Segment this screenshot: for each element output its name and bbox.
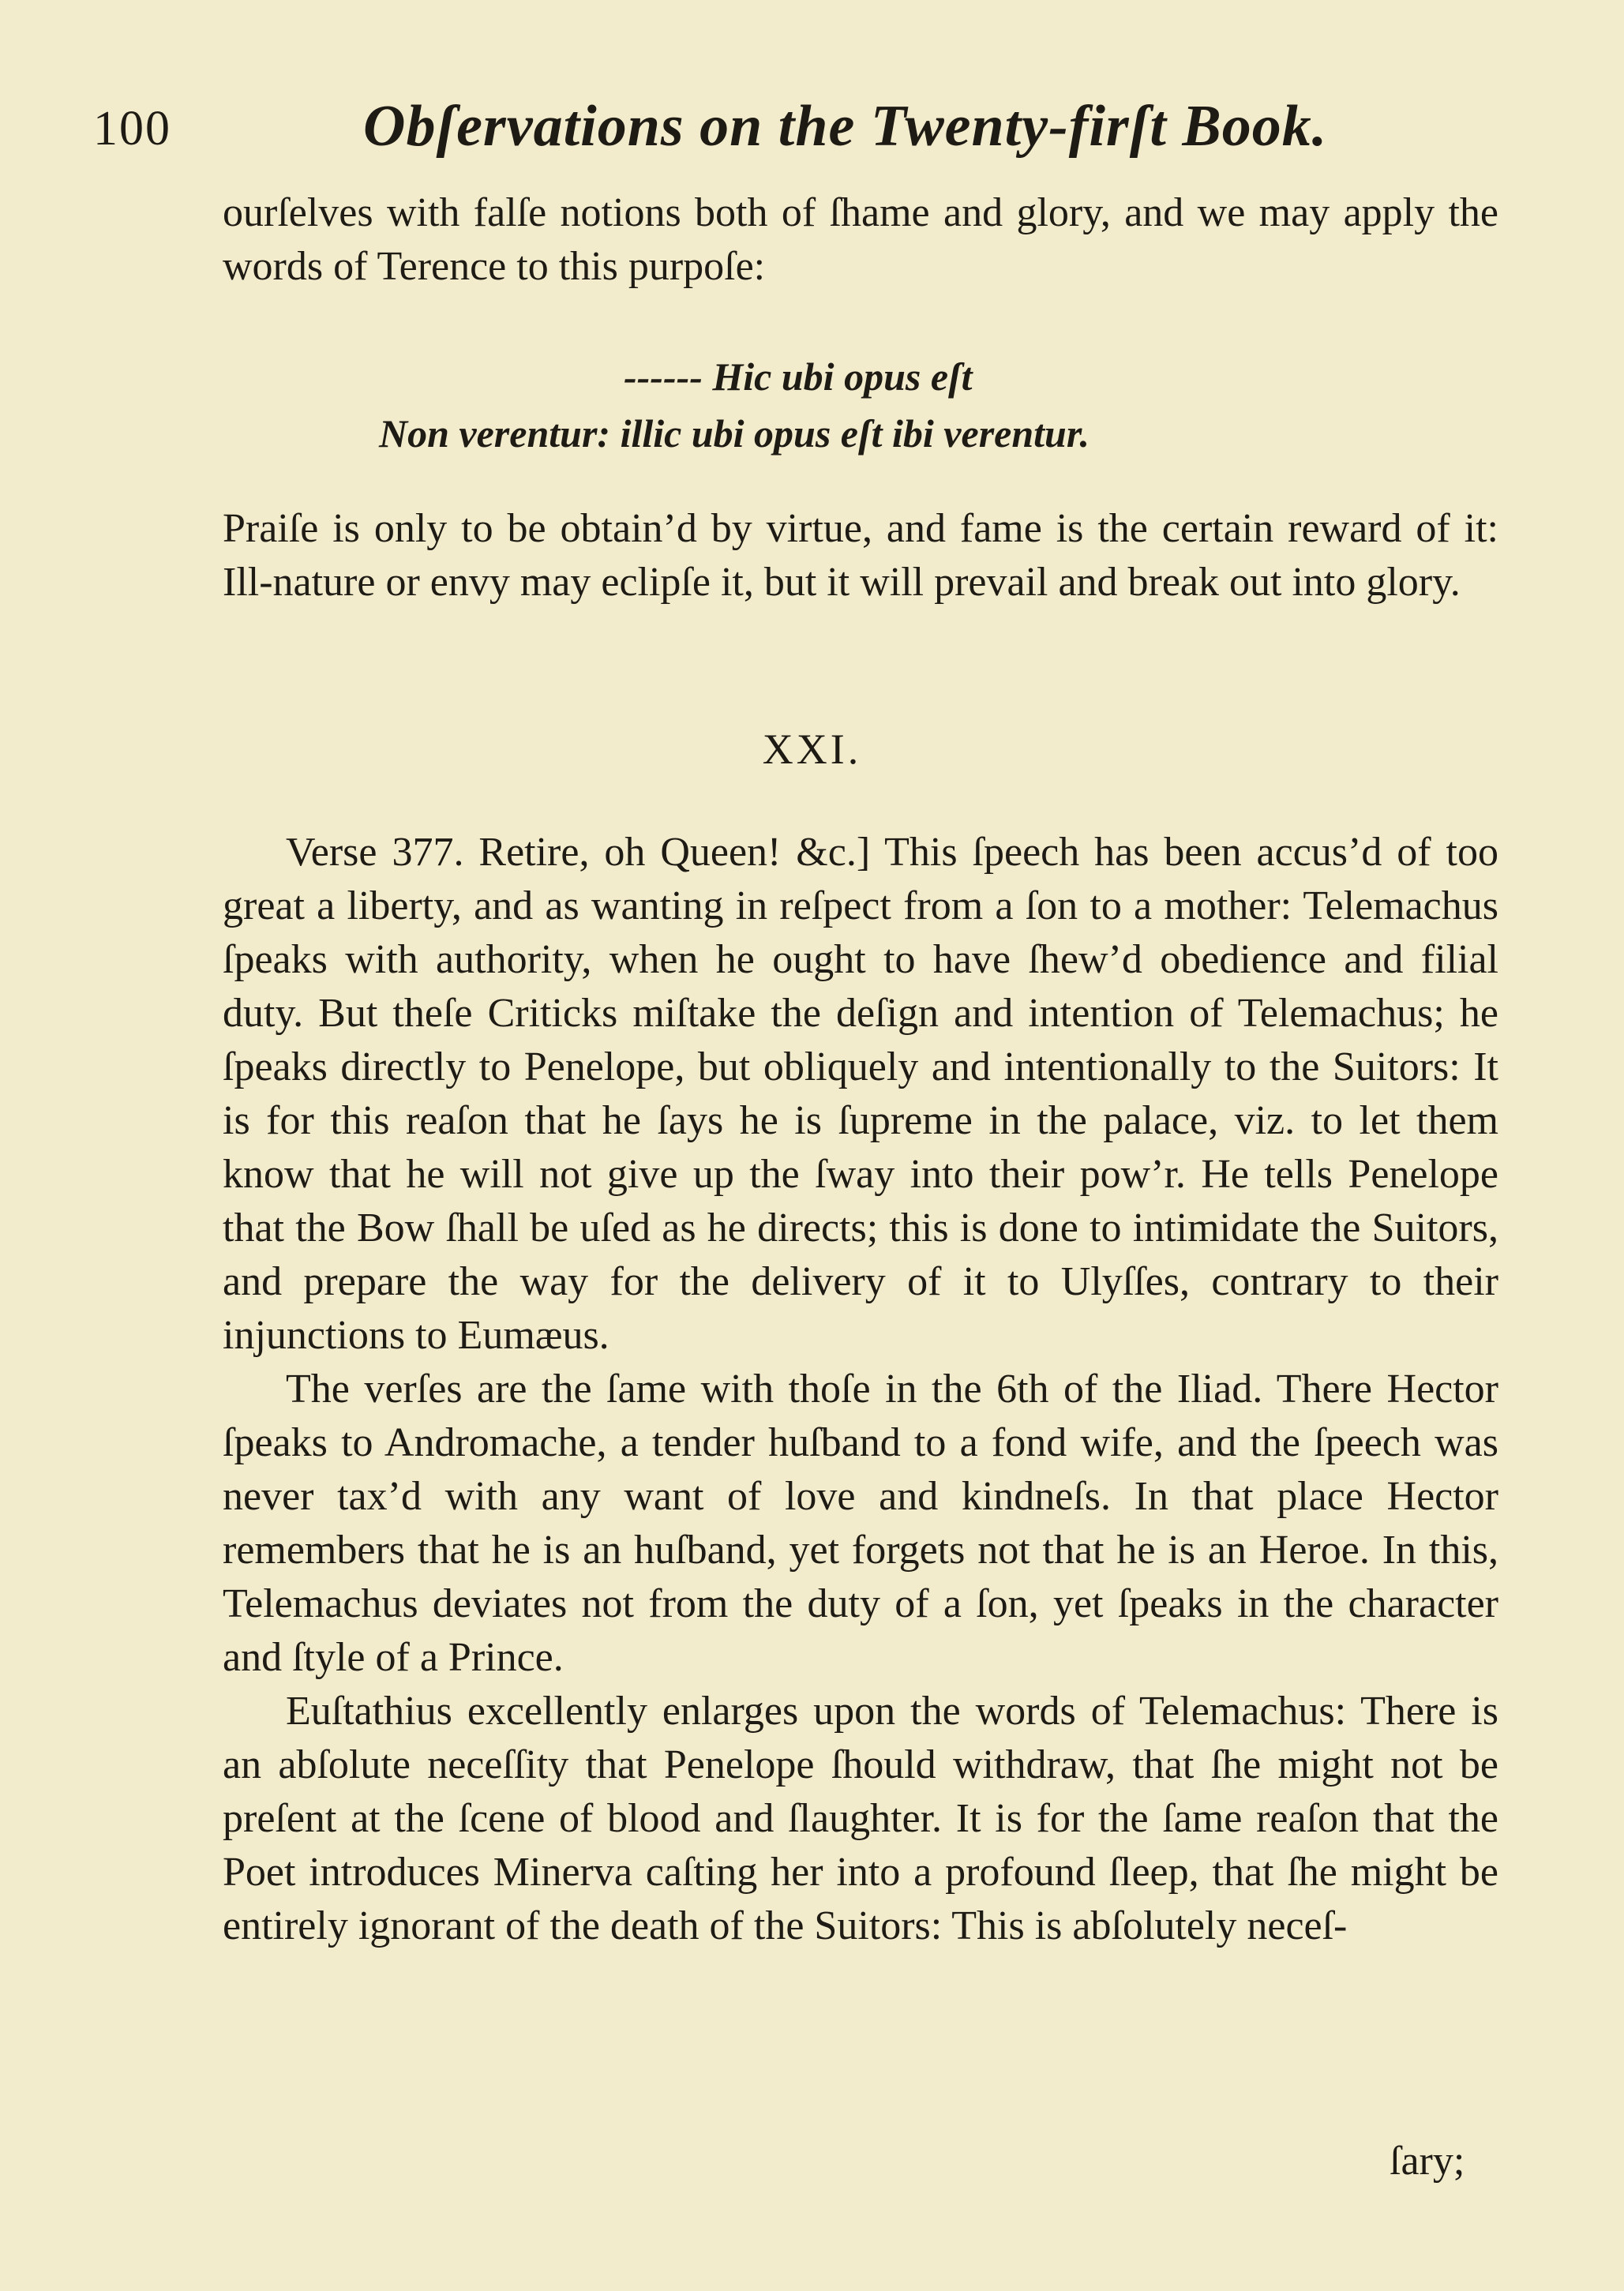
running-head: Obſervations on the Twenty-firſt Book. <box>363 94 1328 159</box>
page-number: 100 <box>93 102 171 156</box>
latin-quote-line-2: Non verentur: illic ubi opus eſt ibi verentur. <box>379 411 1090 456</box>
paragraph: Praiſe is only to be obtain’d by virtue, and fame is the certain reward of it: Ill-nature or envy may eclipſe it, but it will prevail and break out into glory. <box>223 506 1498 605</box>
paragraph: Verse 377. Retire, oh Queen! &c.] This ſpeech has been accus’d of too great a liberty, and as wanting in reſpect from a ſon to a mother: Telemachus ſpeaks with authority, when he ought to have ſhew’d obedience and filial duty. But theſe Criticks miſtake the deſign and intention of Telemachus; he ſpeaks directly to Penelope, but obliquely and intentionally to the Suitors: It is for this reaſon that he ſays he is ſupreme in the palace, viz. to let them know that he will not give up the ſway into their pow’r. He tells Penelope that the Bow ſhall be uſed as he directs; this is done to intimidate the Suitors, and prepare the way for the delivery of it to Ulyſſes, contrary to their injunctions to Eumæus. <box>223 830 1498 1358</box>
paragraph: Euſtathius excellently enlarges upon the words of Telemachus: There is an abſolute neceſſity that Penelope ſhould withdraw, that ſhe might not be preſent at the ſcene of blood and ſlaughter. It is for the ſame reaſon that the Poet introduces Minerva caſting her into a profound ſleep, that ſhe might be entirely ignorant of the death of the Suitors: This is abſolutely neceſ- <box>223 1689 1498 1948</box>
text-block-3 <box>223 826 1498 1953</box>
text-block-1 <box>223 186 1498 294</box>
paragraph: ourſelves with falſe notions both of ſhame and glory, and we may apply the words of Terence to this purpoſe: <box>223 190 1498 289</box>
latin-quote-line-1: ------ Hic ubi opus eſt <box>624 354 973 399</box>
text-block-2 <box>223 502 1498 609</box>
catchword: ſary; <box>1390 2139 1465 2184</box>
section-number: XXI. <box>762 726 862 773</box>
paragraph: The verſes are the ſame with thoſe in the 6th of the Iliad. There Hector ſpeaks to Andromache, a tender huſband to a fond wife, and the ſpeech was never tax’d with any want of love and kindneſs. In that place Hector remembers that he is an huſband, yet forgets not that he is an Heroe. In this, Telemachus deviates not from the duty of a ſon, yet ſpeaks in the character and ſtyle of a Prince. <box>223 1367 1498 1680</box>
